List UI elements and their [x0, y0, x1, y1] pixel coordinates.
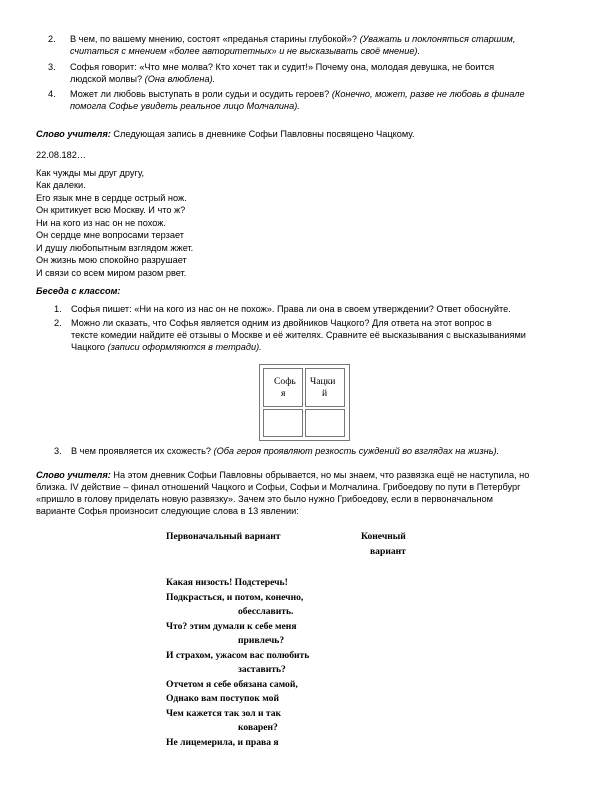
question-number: 2.	[48, 34, 56, 44]
teacher-text: близка. IV действие – финал отношений Чацкого и Софьи, Софьи и Молчалина. Грибоедову по пути в Петербург	[36, 482, 521, 492]
question-line	[71, 446, 499, 458]
table-header-text: я	[281, 388, 286, 399]
table-cell	[305, 409, 345, 437]
teacher-text: Следующая запись в дневнике Софьи Павловны посвящено Чацкому.	[110, 129, 415, 139]
table-header-text: Чацки	[310, 376, 336, 387]
poem-line: Он критикует всю Москву. И что ж?	[36, 205, 186, 215]
quote-line: Отчетом я себе обязана самой,	[166, 679, 298, 690]
question-text: Софья пишет: «Ни на кого из нас он не похож». Права ли она в своем утверждении? Ответ обоснуйте.	[71, 304, 511, 314]
question-answer: (Конечно, может, разве не любовь в финале	[331, 89, 525, 99]
question-number: 1.	[54, 304, 62, 314]
poem-line: Как далеки.	[36, 180, 86, 190]
quote-line: Не лицемерила, и права я	[166, 737, 279, 748]
quote-line: привлечь?	[238, 635, 285, 646]
question-text: В чем, по вашему мнению, состоят «преданья старины глубокой»?	[70, 34, 360, 44]
quote-line: Какая низость! Подстеречь!	[166, 577, 288, 588]
quote-line: Подкрасться, и потом, конечно,	[166, 592, 304, 603]
diary-date: 22.08.182…	[36, 150, 87, 160]
question-answer: (записи оформляются в тетради).	[107, 342, 262, 352]
poem-line: Он жизнь мою спокойно разрушает	[36, 255, 187, 265]
question-text: Софья говорит: «Что мне молва? Кто хочет так и судит!» Почему она, молодая девушка, не боится	[70, 62, 495, 72]
poem-line: Его язык мне в сердце острый нож.	[36, 193, 187, 203]
poem-line: И душу любопытным взглядом жжет.	[36, 243, 194, 253]
question-answer: (Уважать и поклоняться старшим,	[359, 34, 516, 44]
question-text: тексте комедии найдите её отзывы о Москве и её жителях. Сравните её высказывания с высказываниями	[71, 330, 526, 340]
variant-final-heading: Конечный	[361, 531, 406, 542]
teacher-word-2	[36, 470, 529, 482]
quote-line: обесславить.	[238, 606, 294, 617]
poem-line: Он сердце мне вопросами терзает	[36, 230, 184, 240]
question-number: 3.	[48, 62, 56, 72]
question-answer: считаться с мнением «более авторитетных» и не высказывать своё мнение).	[70, 46, 421, 56]
conversation-label: Беседа с классом:	[36, 286, 121, 296]
question-text: Чацкого	[71, 342, 108, 352]
quote-line: Однако вам поступок мой	[166, 693, 279, 704]
question-answer: помогла Софье увидеть реальное лицо Молчалина).	[70, 101, 300, 111]
quote-line: И страхом, ужасом вас полюбить	[166, 650, 310, 661]
question-answer: (Она влюблена).	[144, 74, 216, 84]
table-header-cell	[305, 368, 345, 407]
question-line	[70, 34, 515, 46]
variant-final-heading: вариант	[370, 546, 406, 557]
question-text: людской молвы?	[70, 74, 145, 84]
poem-line: Ни на кого из нас он не похож.	[36, 218, 166, 228]
table-header-cell	[263, 368, 303, 407]
question-text: В чем проявляется их схожесть?	[71, 446, 214, 456]
question-number: 2.	[54, 318, 62, 328]
quote-line: Чем кажется так зол и так	[166, 708, 282, 719]
question-line	[70, 74, 215, 86]
question-text: Можно ли сказать, что Софья является одним из двойников Чацкого? Для ответа на этот вопрос в	[71, 318, 492, 328]
teacher-label: Слово учителя:	[36, 129, 111, 139]
teacher-text: На этом дневник Софьи Павловны обрывается, но мы знаем, что развязка ещё не наступила, но	[110, 470, 530, 480]
question-number: 4.	[48, 89, 56, 99]
question-answer: (Оба героя проявляют резкость суждений во взглядах на жизнь).	[213, 446, 500, 456]
question-text: Может ли любовь выступать в роли судьи и осудить героев?	[70, 89, 332, 99]
quote-line: заставить?	[238, 664, 286, 675]
poem-line: Как чужды мы друг другу,	[36, 168, 145, 178]
poem-line: И связи со всем миром разом рвет.	[36, 268, 187, 278]
teacher-label: Слово учителя:	[36, 470, 111, 480]
question-number: 3.	[54, 446, 62, 456]
teacher-text: «пришло в голову приделать новую развязку». Зачем это было нужно Грибоедову, если в первоначальном	[36, 494, 493, 504]
table-cell	[263, 409, 303, 437]
question-line	[71, 342, 262, 354]
teacher-word-1	[36, 129, 415, 141]
question-line	[70, 89, 525, 101]
variant-original-heading: Первоначальный вариант	[166, 531, 281, 542]
table-header-text: Софь	[274, 376, 296, 387]
quote-line: коварен?	[238, 722, 278, 733]
comparison-table	[259, 364, 350, 441]
teacher-text: варианте Софья произносит следующие слова в 13 явлении:	[36, 506, 299, 516]
quote-line: Что? этим думали к себе меня	[166, 621, 297, 632]
table-header-text: й	[322, 388, 328, 399]
